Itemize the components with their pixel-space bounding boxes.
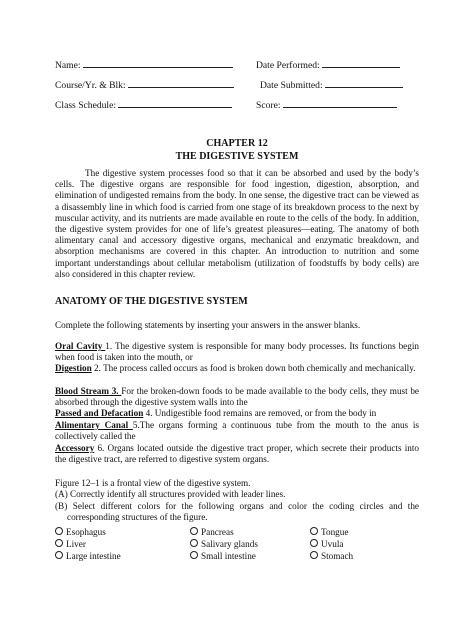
figure-intro: Figure 12–1 is a frontal view of the digestive system. — [55, 478, 251, 488]
statement-5-text: 5.The organs forming a continuous tube from the mouth to the anus is collectively called the — [55, 420, 419, 442]
organ-uvula[interactable]: Uvula — [310, 539, 343, 550]
organ-tongue[interactable]: Tongue — [310, 527, 348, 538]
answer-1[interactable]: Oral Cavity — [55, 341, 106, 351]
coding-circle-icon[interactable] — [190, 551, 198, 559]
answer-4[interactable]: Passed and Defacation — [55, 408, 144, 418]
date-performed-field[interactable] — [256, 58, 400, 72]
coding-circle-icon[interactable] — [55, 527, 63, 535]
coding-circle-icon[interactable] — [190, 539, 198, 547]
date-submitted-label: Date Submitted: — [260, 80, 323, 91]
coding-circle-icon[interactable] — [55, 551, 63, 559]
score-label: Score: — [256, 100, 281, 111]
date-performed-blank[interactable] — [322, 58, 400, 68]
course-field[interactable] — [55, 78, 234, 92]
statement-6 — [55, 443, 419, 465]
chapter-number: CHAPTER 12 — [206, 138, 268, 149]
name-label: Name: — [55, 60, 81, 71]
coding-circle-icon[interactable] — [190, 527, 198, 535]
organ-stomach[interactable]: Stomach — [310, 551, 353, 562]
coding-circle-icon[interactable] — [310, 551, 318, 559]
organ-large-intestine[interactable]: Large intestine — [55, 551, 121, 562]
answer-5[interactable]: Alimentary Canal — [55, 420, 133, 430]
date-submitted-blank[interactable] — [325, 78, 403, 88]
coding-circle-icon[interactable] — [310, 539, 318, 547]
organ-esophagus[interactable]: Esophagus — [55, 527, 106, 538]
course-label: Course/Yr. & Blk: — [55, 80, 126, 91]
class-schedule-blank[interactable] — [118, 98, 232, 108]
section-title: ANATOMY OF THE DIGESTIVE SYSTEM — [55, 296, 248, 307]
organ-small-intestine[interactable]: Small intestine — [190, 551, 256, 562]
statement-5 — [55, 420, 419, 442]
class-schedule-label: Class Schedule: — [55, 100, 117, 111]
coding-circle-icon[interactable] — [310, 527, 318, 535]
name-field[interactable] — [55, 58, 233, 72]
name-blank[interactable] — [83, 58, 233, 68]
coding-circle-icon[interactable] — [55, 539, 63, 547]
instructions: Complete the following statements by inserting your answers in the answer blanks. — [55, 320, 361, 330]
statement-2-text: 2. The process called occurs as food is broken down both chemically and mechanically. — [91, 363, 416, 373]
answer-3[interactable]: Blood Stream 3. — [55, 386, 122, 396]
statement-2 — [55, 363, 419, 374]
answer-6[interactable]: Accessory — [55, 443, 95, 453]
figure-task-b: (B) Select different colors for the following organs and color the coding circles and the corresponding structures of the figure. — [55, 501, 419, 523]
answer-2[interactable]: Digestion — [55, 363, 92, 373]
statement-4-text: 4. Undigestible food remains are removed, or from the body in — [143, 408, 377, 418]
date-submitted-field[interactable] — [260, 78, 403, 92]
organ-salivary-glands[interactable]: Salivary glands — [190, 539, 258, 550]
date-performed-label: Date Performed: — [256, 60, 320, 71]
statement-1-text: 1. The digestive system is responsible for many body processes. Its functions begin when food is taken into the mouth, or — [55, 341, 419, 363]
figure-task-a: (A) Correctly identify all structures provided with leader lines. — [55, 489, 286, 499]
organ-liver[interactable]: Liver — [55, 539, 86, 550]
statement-1 — [55, 341, 419, 363]
chapter-title: THE DIGESTIVE SYSTEM — [175, 151, 299, 162]
score-field[interactable] — [256, 98, 397, 112]
statement-6-text: 6. Organs located outside the digestive tract proper, which secrete their products into the digestive tract, are referred to digestive system organs. — [55, 443, 419, 465]
intro-paragraph: The digestive system processes food so that it can be absorbed and used by the body’s cells. The digestive organs are responsible for food ingestion, digestion, absorption, and elimination of undigested remains from the body. In one sense, the digestive tract can be viewed as a disassembly line in which food is carried from one stage of its breakdown process to the next by muscular activity, and its nutrients are made available en route to the cells of the body. In addition, the digestive system provides for one of life’s greatest pleasures—eating. The anatomy of both alimentary canal and accessory digestive organs, mechanical and enzymatic breakdown, and absorption mechanisms are covered in this chapter. An introduction to nutrition and some important understandings about cellular metabolism (utilization of foodstuffs by body cells) are also considered in this chapter review. — [55, 168, 419, 279]
statement-4 — [55, 408, 419, 419]
course-blank[interactable] — [128, 78, 234, 88]
class-schedule-field[interactable] — [55, 98, 232, 112]
organ-pancreas[interactable]: Pancreas — [190, 527, 234, 538]
statement-3 — [55, 386, 419, 408]
score-blank[interactable] — [283, 98, 397, 108]
statement-3-text: For the broken-down foods to be made available to the body cells, they must be absorbed through the digestive system walls into the — [55, 386, 420, 408]
